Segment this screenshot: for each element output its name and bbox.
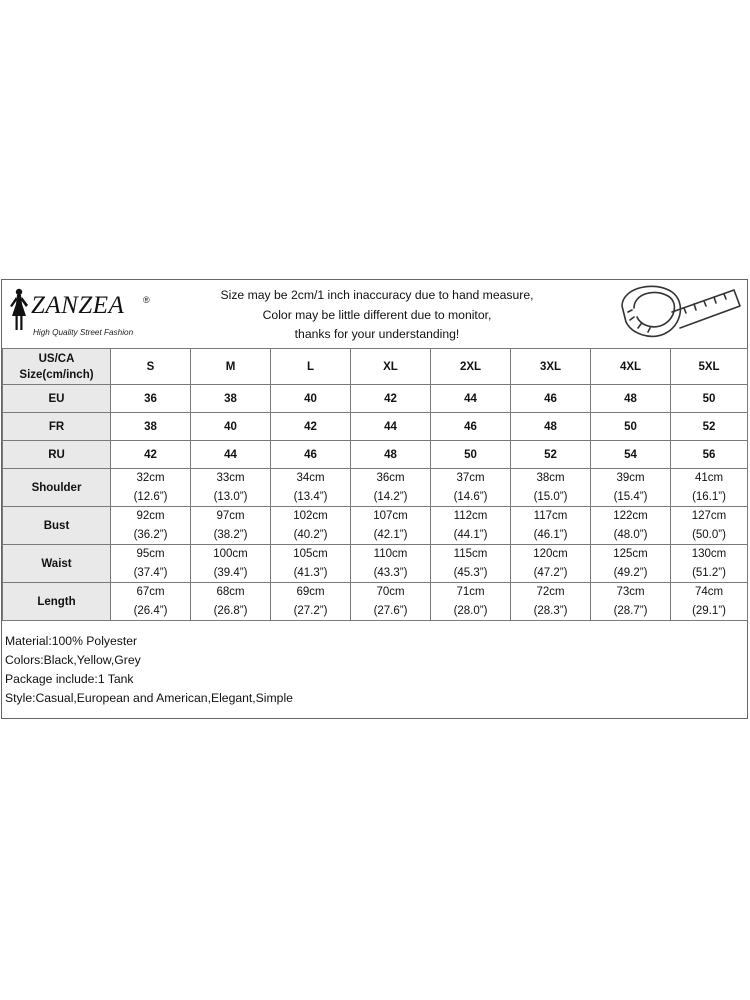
size-cell: XL — [351, 349, 431, 385]
measurement-row — [3, 545, 748, 583]
row-label: EU — [3, 385, 111, 413]
size-cell: S — [111, 349, 191, 385]
conversion-cell: 54 — [591, 441, 671, 469]
chart-header — [2, 280, 747, 348]
cm-value: 112cm — [453, 510, 488, 522]
inch-value: (12.6”) — [133, 490, 168, 503]
measurement-cell — [431, 545, 511, 583]
conversion-cell: 44 — [431, 385, 511, 413]
measurement-cell — [351, 469, 431, 507]
measurement-cell — [671, 469, 748, 507]
measuring-tape-icon — [614, 282, 742, 344]
cm-value: 38cm — [536, 472, 565, 484]
fashion-model-icon — [6, 286, 32, 332]
product-info — [5, 632, 293, 708]
measurement-cell — [111, 507, 191, 545]
registered-mark: ® — [143, 295, 150, 305]
cm-value: 115cm — [453, 548, 488, 560]
cm-value: 72cm — [536, 586, 565, 598]
inch-value: (48.0”) — [613, 528, 648, 541]
conversion-cell: 40 — [191, 413, 271, 441]
measurement-cell — [511, 583, 591, 621]
inch-value: (44.1”) — [453, 528, 488, 541]
size-cell: L — [271, 349, 351, 385]
measurement-row — [3, 583, 748, 621]
brand-name: ZANZEA — [31, 292, 125, 319]
cm-value: 120cm — [533, 548, 568, 560]
cm-value: 127cm — [691, 510, 727, 522]
notice-line: thanks for your understanding! — [294, 327, 460, 341]
cm-value: 95cm — [136, 548, 165, 560]
measurement-cell — [511, 507, 591, 545]
row-label: Bust — [3, 507, 111, 545]
cm-value: 107cm — [373, 510, 408, 522]
inch-value: (27.2”) — [293, 604, 328, 617]
row-label: RU — [3, 441, 111, 469]
conversion-cell: 36 — [111, 385, 191, 413]
inch-value: (13.4”) — [293, 490, 328, 503]
size-table — [2, 348, 748, 621]
inch-value: (14.6”) — [453, 490, 488, 503]
measurement-cell — [671, 583, 748, 621]
measurement-cell — [271, 507, 351, 545]
inch-value: (28.0”) — [453, 604, 488, 617]
brand-tagline: High Quality Street Fashion — [33, 328, 134, 337]
material-line: Material:100% Polyester — [5, 634, 138, 648]
inch-value: (45.3”) — [453, 566, 488, 579]
inch-value: (43.3”) — [373, 566, 408, 579]
measurement-cell — [351, 545, 431, 583]
inch-value: (27.6”) — [373, 604, 408, 617]
conversion-cell: 52 — [671, 413, 748, 441]
inch-value: (38.2”) — [213, 528, 248, 541]
inch-value: (28.7”) — [613, 604, 648, 617]
measurement-cell — [511, 545, 591, 583]
conversion-cell: 42 — [351, 385, 431, 413]
conversion-cell: 50 — [431, 441, 511, 469]
cm-value: 39cm — [616, 472, 645, 484]
inch-value: (51.2”) — [692, 566, 726, 579]
cm-value: 102cm — [293, 510, 328, 522]
measurement-cell — [431, 469, 511, 507]
measurement-cell — [671, 507, 748, 545]
inch-value: (41.3”) — [293, 566, 328, 579]
measurement-cell — [111, 469, 191, 507]
notice-line: Color may be little different due to monitor, — [262, 307, 492, 322]
measurement-cell — [591, 583, 671, 621]
cm-value: 68cm — [216, 586, 245, 598]
measurement-cell — [431, 507, 511, 545]
size-cell: 2XL — [431, 349, 511, 385]
brand-logo — [6, 286, 156, 342]
inch-value: (47.2”) — [533, 566, 568, 579]
measurement-cell — [191, 507, 271, 545]
inch-value: (50.0”) — [692, 528, 726, 541]
cm-value: 33cm — [216, 472, 245, 484]
measurement-cell — [271, 545, 351, 583]
inch-value: (15.4”) — [613, 490, 648, 503]
cm-value: 70cm — [376, 586, 405, 598]
cm-value: 74cm — [694, 586, 724, 598]
cm-value: 122cm — [613, 510, 648, 522]
inch-value: (14.2”) — [373, 490, 408, 503]
conversion-cell: 56 — [671, 441, 748, 469]
colors-line: Colors:Black,Yellow,Grey — [5, 653, 141, 667]
measurement-cell — [431, 583, 511, 621]
conversion-cell: 48 — [511, 413, 591, 441]
inch-value: (15.0”) — [533, 490, 568, 503]
size-header-label: US/CA Size(cm/inch) — [3, 349, 111, 385]
conversion-cell: 48 — [351, 441, 431, 469]
row-label: Shoulder — [3, 469, 111, 507]
inch-value: (28.3”) — [533, 604, 568, 617]
measurement-cell — [271, 583, 351, 621]
conversion-row — [3, 413, 748, 441]
cm-value: 100cm — [213, 548, 248, 560]
cm-value: 71cm — [456, 586, 485, 598]
conversion-cell: 46 — [271, 441, 351, 469]
conversion-cell: 44 — [351, 413, 431, 441]
cm-value: 105cm — [293, 548, 328, 560]
cm-value: 73cm — [616, 586, 645, 598]
inch-value: (26.4”) — [133, 604, 168, 617]
cm-value: 110cm — [373, 548, 408, 560]
measurement-cell — [271, 469, 351, 507]
cm-value: 92cm — [136, 510, 165, 522]
row-label: Length — [3, 583, 111, 621]
size-cell: 5XL — [671, 349, 748, 385]
measurement-cell — [591, 545, 671, 583]
conversion-cell: 40 — [271, 385, 351, 413]
conversion-cell: 48 — [591, 385, 671, 413]
conversion-cell: 50 — [671, 385, 748, 413]
cm-value: 34cm — [296, 472, 325, 484]
conversion-row — [3, 385, 748, 413]
inch-value: (39.4”) — [213, 566, 248, 579]
inch-value: (46.1”) — [533, 528, 568, 541]
style-line: Style:Casual,European and American,Elegant,Simple — [5, 691, 293, 705]
size-cell: 4XL — [591, 349, 671, 385]
measurement-cell — [191, 583, 271, 621]
cm-value: 117cm — [533, 510, 568, 522]
inch-value: (36.2”) — [133, 528, 168, 541]
inch-value: (26.8”) — [213, 604, 248, 617]
conversion-cell: 46 — [511, 385, 591, 413]
measurement-cell — [111, 583, 191, 621]
notice-line: Size may be 2cm/1 inch inaccuracy due to hand measure, — [220, 288, 534, 302]
measurement-cell — [191, 545, 271, 583]
conversion-cell: 42 — [111, 441, 191, 469]
inch-value: (49.2”) — [613, 566, 648, 579]
inch-value: (42.1”) — [373, 528, 408, 541]
size-cell: 3XL — [511, 349, 591, 385]
measurement-cell — [511, 469, 591, 507]
inch-value: (40.2”) — [293, 528, 328, 541]
row-label: FR — [3, 413, 111, 441]
inch-value: (16.1”) — [692, 490, 726, 503]
cm-value: 97cm — [216, 510, 245, 522]
inch-value: (37.4”) — [133, 566, 168, 579]
conversion-cell: 38 — [191, 385, 271, 413]
measurement-cell — [191, 469, 271, 507]
conversion-cell: 44 — [191, 441, 271, 469]
cm-value: 37cm — [456, 472, 485, 484]
package-line: Package include:1 Tank — [5, 672, 134, 686]
cm-value: 67cm — [136, 586, 165, 598]
cm-value: 130cm — [691, 548, 727, 560]
measurement-notice — [177, 286, 577, 345]
measurement-cell — [591, 507, 671, 545]
measurement-cell — [351, 583, 431, 621]
size-header-row — [3, 349, 748, 385]
cm-value: 41cm — [694, 472, 724, 484]
conversion-cell: 50 — [591, 413, 671, 441]
cm-value: 69cm — [296, 586, 325, 598]
cm-value: 32cm — [136, 472, 165, 484]
conversion-cell: 52 — [511, 441, 591, 469]
conversion-cell: 42 — [271, 413, 351, 441]
measurement-cell — [351, 507, 431, 545]
cm-value: 36cm — [376, 472, 405, 484]
cm-value: 125cm — [613, 548, 648, 560]
inch-value: (29.1”) — [692, 604, 726, 617]
measurement-cell — [111, 545, 191, 583]
measurement-cell — [671, 545, 748, 583]
measurement-cell — [591, 469, 671, 507]
inch-value: (13.0”) — [213, 490, 248, 503]
measurement-row — [3, 469, 748, 507]
size-cell: M — [191, 349, 271, 385]
size-chart-card — [1, 279, 748, 719]
row-label: Waist — [3, 545, 111, 583]
conversion-row — [3, 441, 748, 469]
conversion-cell: 46 — [431, 413, 511, 441]
measurement-row — [3, 507, 748, 545]
conversion-cell: 38 — [111, 413, 191, 441]
